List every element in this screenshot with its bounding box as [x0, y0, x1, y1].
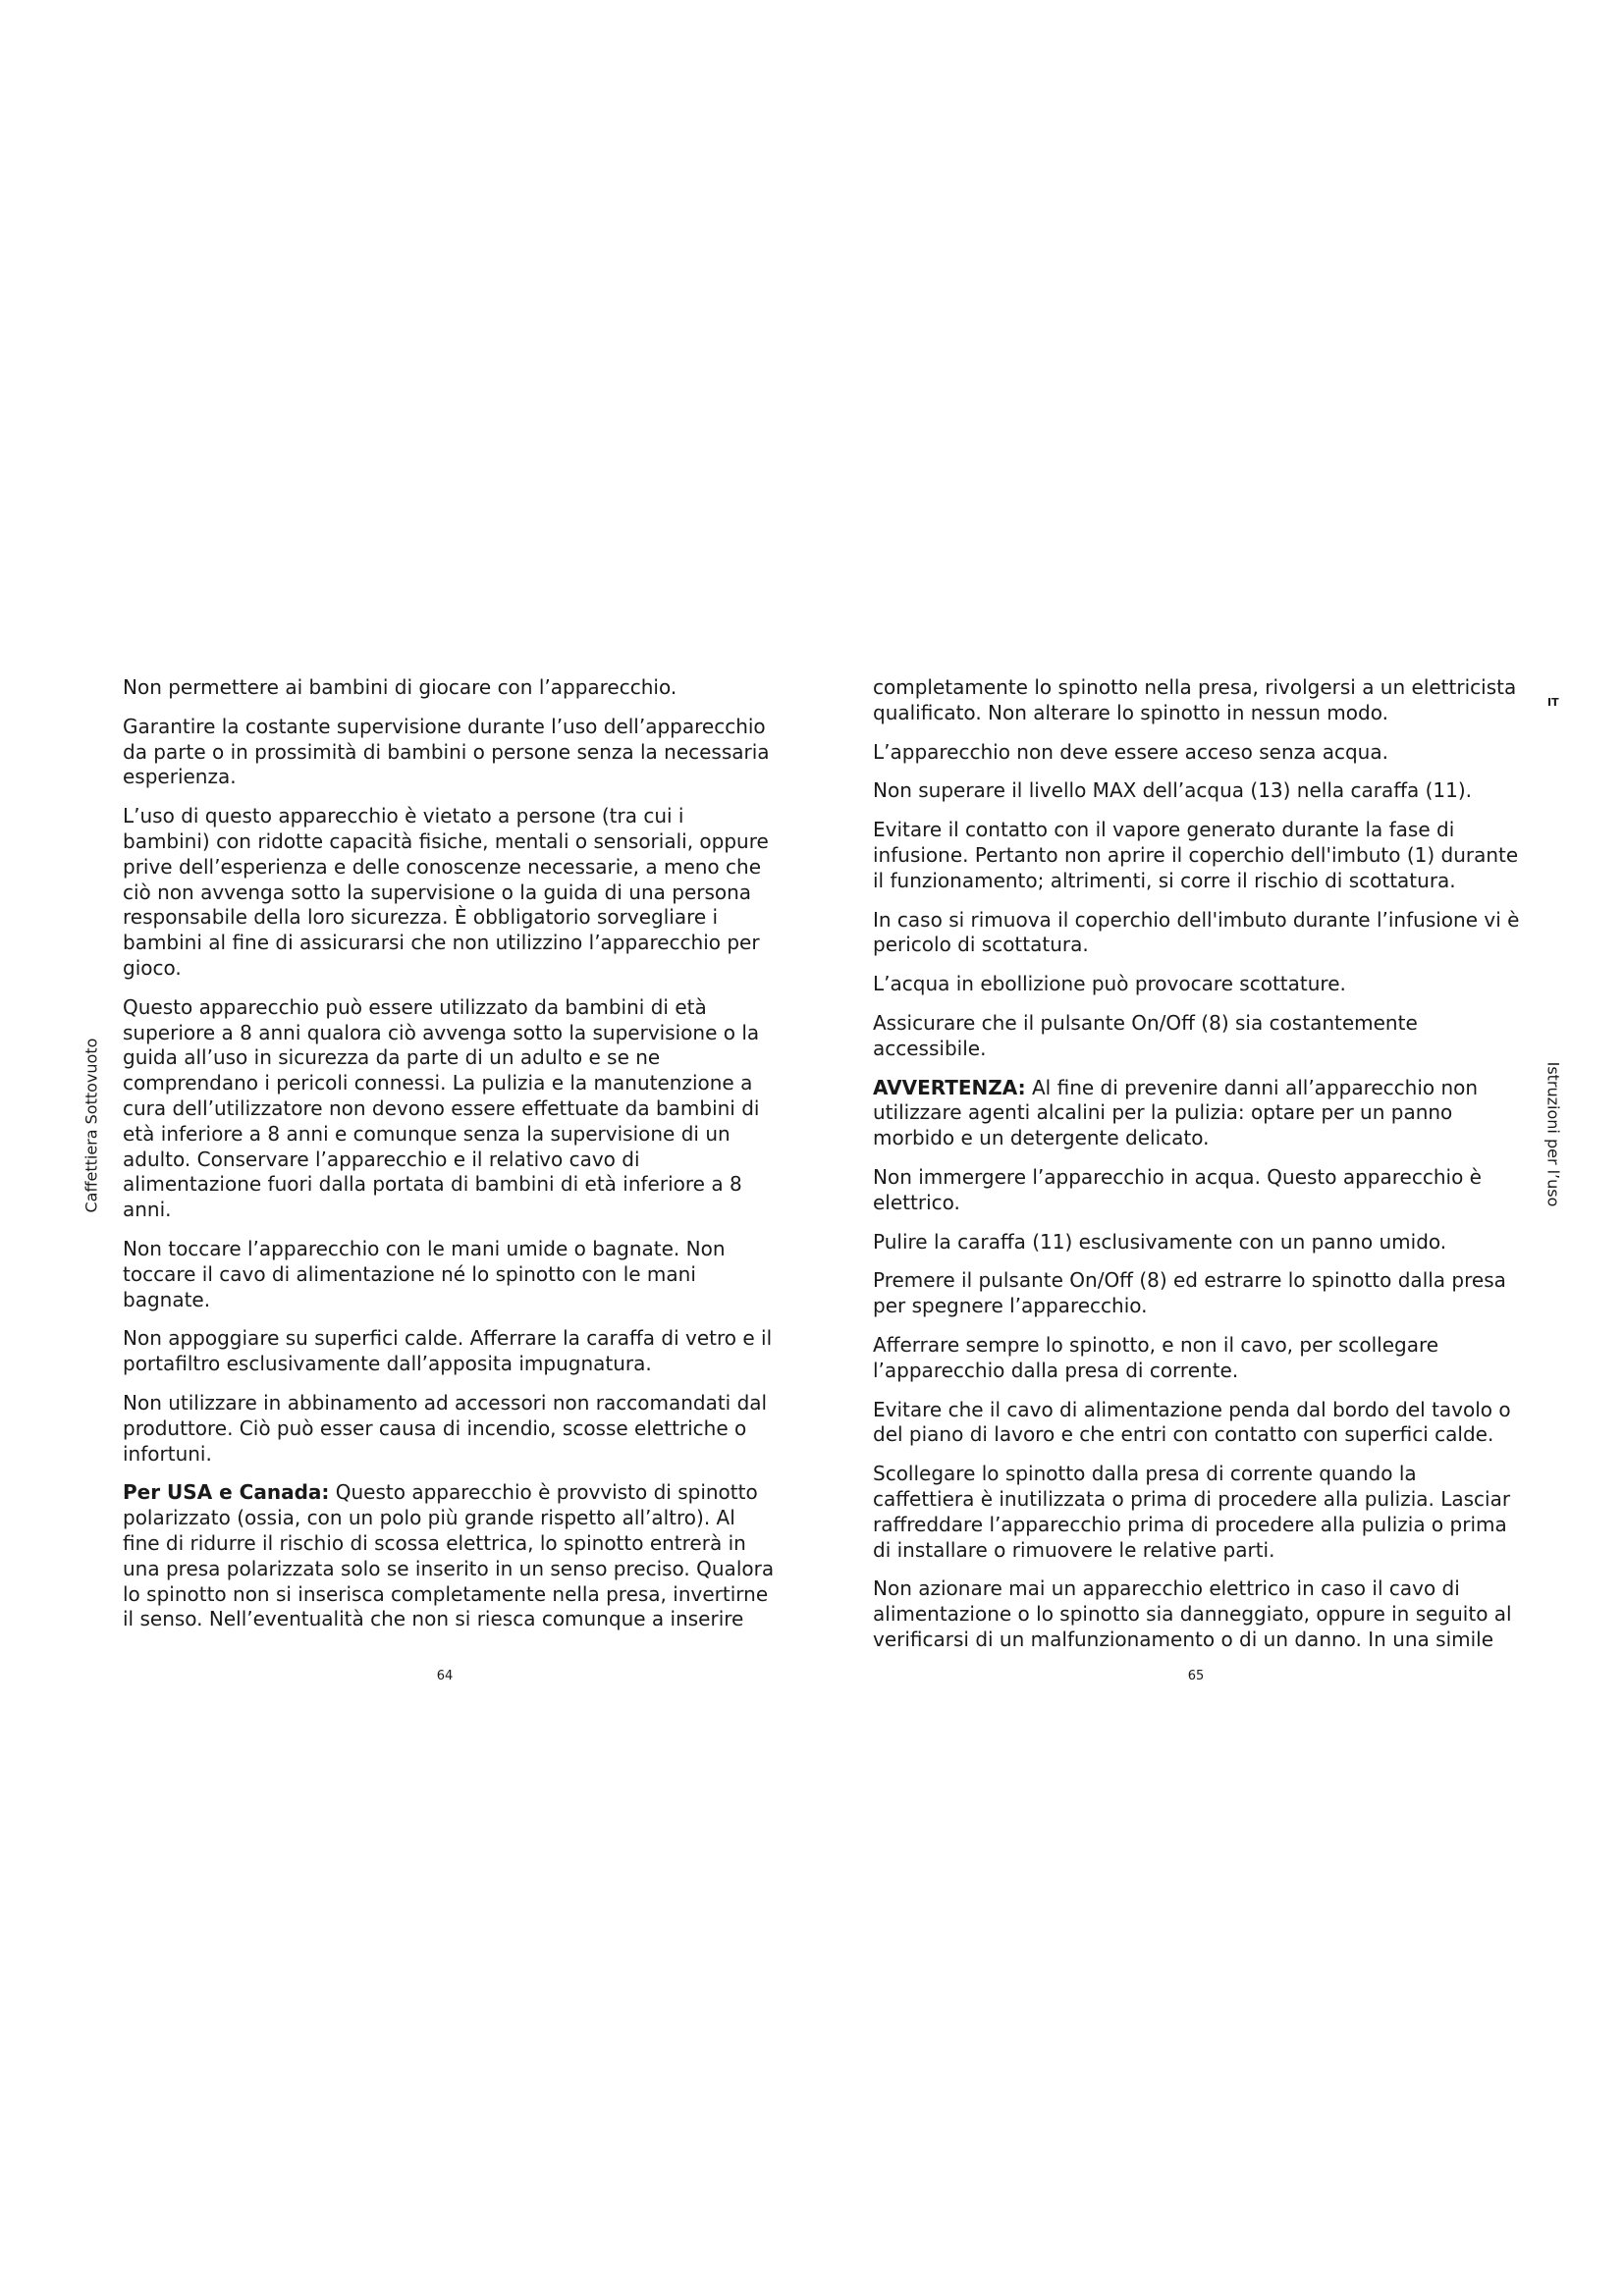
warning-lead: AVVERTENZA:	[873, 1075, 1026, 1099]
paragraph-7: Assicurare che il pulsante On/Off (8) sia costantemente accessibile.	[873, 1010, 1418, 1060]
paragraph-10: Pulire la caraffa (11) esclusivamente con un panno umido.	[873, 1229, 1447, 1254]
paragraph-8-usa-canada	[123, 1480, 776, 1632]
paragraph-2: Garantire la costante supervisione durante l’uso dell’apparecchio da parte o in prossimità di bambini o persone senza la necessaria esperienza.	[123, 714, 770, 789]
page-number-right: 65	[1187, 1669, 1205, 1683]
paragraph-6: Non appoggiare su superfici calde. Afferrare la caraffa di vetro e il portafiltro esclusivamente dall’apposita impugnatura.	[123, 1326, 773, 1376]
paragraph-8-warning	[873, 1076, 1521, 1151]
page-number-left: 64	[436, 1669, 454, 1683]
paragraph-9: Non immergere l’apparecchio in acqua. Questo apparecchio è elettrico.	[873, 1164, 1482, 1214]
left-page-body	[123, 675, 776, 1646]
paragraph-3: L’uso di questo apparecchio è vietato a persone (tra cui i bambini) con ridotte capacità fisiche, mentali o sensoriali, oppure prive dell’esperienza e delle conoscenze necessarie, a meno che ciò non avvenga sotto la supervisione o la guida di una persona responsabile della loro sicurezza. È obbligatorio sorvegliare i bambini al fine di assicurarsi che non utilizzino l’apparecchio per gioco.	[123, 804, 769, 980]
paragraph-15: Non azionare mai un apparecchio elettrico in caso il cavo di alimentazione o lo spinotto sia danneggiato, oppure in seguito al verificarsi di un malfunzionamento o di un danno. In una simile	[873, 1576, 1512, 1651]
usa-canada-lead: Per USA e Canada:	[123, 1480, 330, 1505]
paragraph-1: completamente lo spinotto nella presa, rivolgersi a un elettricista qualificato. Non alterare lo spinotto in nessun modo.	[873, 675, 1517, 724]
paragraph-4: Evitare il contatto con il vapore generato durante la fase di infusione. Pertanto non aprire il coperchio dell'imbuto (1) durante il funzionamento; altrimenti, si corre il rischio di scottatura.	[873, 818, 1519, 892]
paragraph-12: Afferrare sempre lo spinotto, e non il cavo, per scollegare l’apparecchio dalla presa di corrente.	[873, 1332, 1439, 1382]
right-running-head: Istruzioni per l’uso	[1543, 1061, 1563, 1207]
left-running-head: Caffettiera Sottovuoto	[81, 1038, 101, 1213]
paragraph-5: Non toccare l’apparecchio con le mani umide o bagnate. Non toccare il cavo di alimentazione né lo spinotto con le mani bagnate.	[123, 1236, 726, 1311]
right-page-body	[873, 675, 1521, 1667]
paragraph-11: Premere il pulsante On/Off (8) ed estrarre lo spinotto dalla presa per spegnere l’apparecchio.	[873, 1268, 1506, 1318]
paragraph-14: Scollegare lo spinotto dalla presa di corrente quando la caffettiera è inutilizzata o prima di procedere alla pulizia. Lasciar raffreddare l’apparecchio prima di procedere alla pulizia o prima di installare o rimuovere le relative parti.	[873, 1462, 1511, 1562]
paragraph-2: L’apparecchio non deve essere acceso senza acqua.	[873, 739, 1388, 764]
paragraph-1: Non permettere ai bambini di giocare con l’apparecchio.	[123, 675, 677, 699]
warning-text: Al fine di prevenire danni all’apparecchio non utilizzare agenti alcalini per la pulizia: optare per un panno morbido e un detergente delicato.	[873, 1075, 1479, 1150]
paragraph-7: Non utilizzare in abbinamento ad accessori non raccomandati dal produttore. Ciò può esser causa di incendio, scosse elettriche o infortuni.	[123, 1390, 768, 1466]
paragraph-6: L’acqua in ebollizione può provocare scottature.	[873, 972, 1346, 996]
usa-canada-text: Questo apparecchio è provvisto di spinotto polarizzato (ossia, con un polo più grande rispetto all’altro). Al fine di ridurre il rischio di scossa elettrica, lo spinotto entrerà in una presa polarizzata solo se inserito in un senso preciso. Qualora lo spinotto non si inserisca completamente nella presa, invertirne il senso. Nell’eventualità che non si riesca comunque a inserire	[123, 1480, 775, 1631]
language-tag: IT	[1547, 696, 1559, 709]
paragraph-13: Evitare che il cavo di alimentazione penda dal bordo del tavolo o del piano di lavoro e che entri con contatto con superfici calde.	[873, 1397, 1511, 1447]
paragraph-5: In caso si rimuova il coperchio dell'imbuto durante l’infusione vi è pericolo di scottatura.	[873, 907, 1520, 957]
paragraph-3: Non superare il livello MAX dell’acqua (13) nella caraffa (11).	[873, 778, 1473, 803]
paragraph-4: Questo apparecchio può essere utilizzato da bambini di età superiore a 8 anni qualora ciò avvenga sotto la supervisione o la guida all’uso in sicurezza da parte di un adulto e se ne comprendano i pericoli connessi. La pulizia e la manutenzione a cura dell’utilizzatore non devono essere effettuate da bambini di età inferiore a 8 anni e comunque senza la supervisione di un adulto. Conservare l’apparecchio e il relativo cavo di alimentazione fuori dalla portata di bambini di età inferiore a 8 anni.	[123, 994, 760, 1222]
